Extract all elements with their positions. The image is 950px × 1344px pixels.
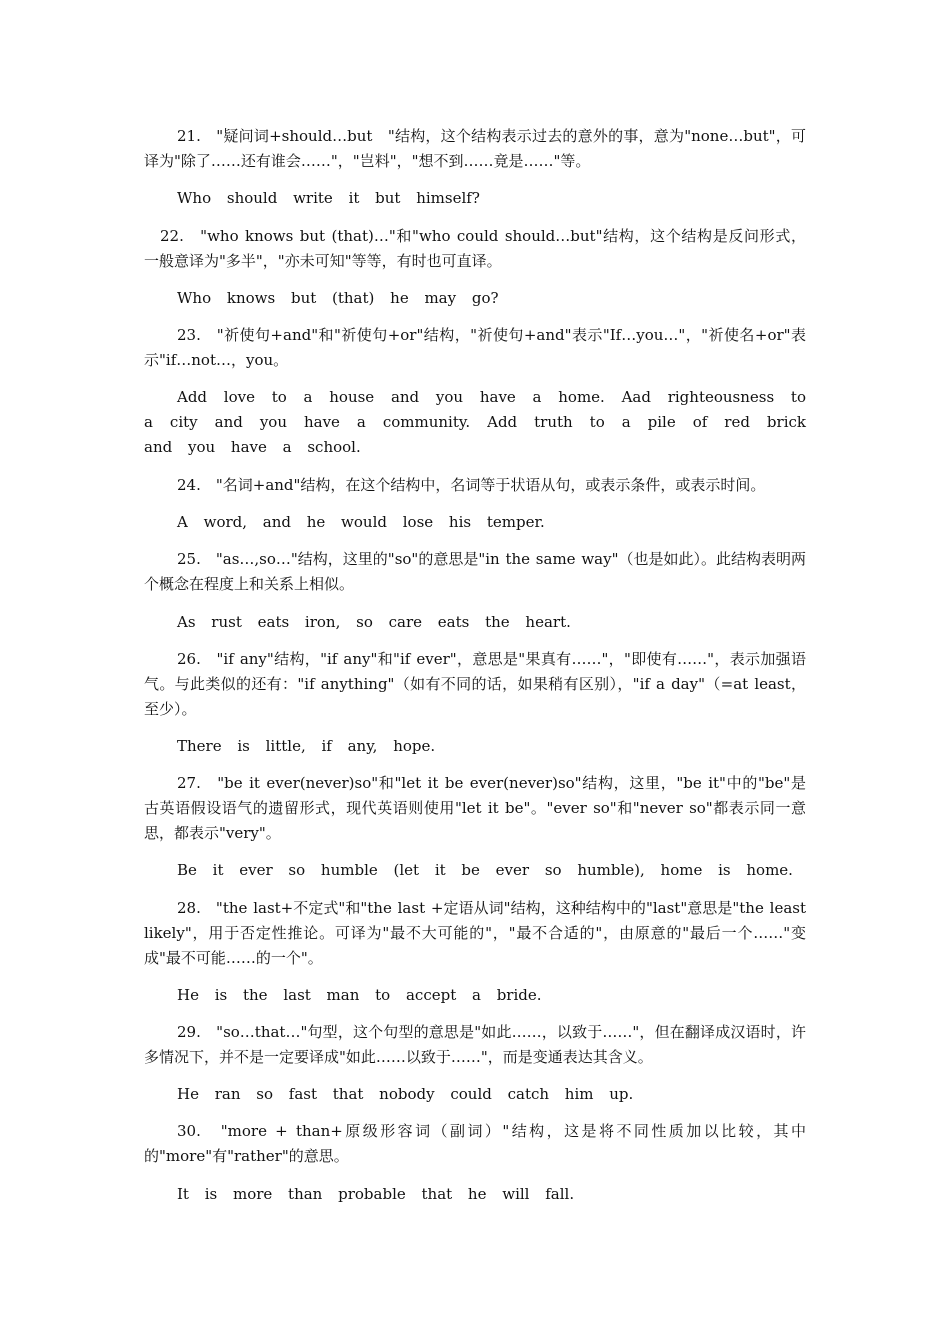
example-sentence-26: There is little, if any, hope. bbox=[177, 737, 436, 755]
rule-paragraph-30: 30. "more + than+原级形容词（副词）"结构，这是将不同性质加以比较，其中的"more"有"rather"的意思。 bbox=[144, 1122, 806, 1165]
example-sentence-22: Who knows but (that) he may go? bbox=[177, 289, 499, 307]
rule-paragraph-27: 27. "be it ever(never)so"和"let it be ever(never)so"结构，这里，"be it"中的"be"是古英语假设语气的遗留形式，现代英语则使用"let it be"。"ever so"和"never so"都表示同一意思，都表示"very"。 bbox=[144, 774, 806, 842]
example-sentence-29: He ran so fast that nobody could catch him up. bbox=[177, 1085, 634, 1103]
example-sentence-27: Be it ever so humble (let it be ever so humble), home is home. bbox=[177, 861, 793, 879]
example-sentence-24: A word, and he would lose his temper. bbox=[177, 513, 545, 531]
rule-paragraph-28: 28. "the last+不定式"和"the last +定语从词"结构，这种结构中的"last"意思是"the least likely"，用于否定性推论。可译为"最不大可能的"，"最不合适的"，由原意的"最后一个……"变成"最不可能……的一个"。 bbox=[144, 899, 806, 967]
rule-paragraph-26: 26. "if any"结构，"if any"和"if ever"，意思是"果真有……"，"即使有……"，表示加强语气。与此类似的还有："if anything"（如有不同的话，如果稍有区别），"if a day"（=at least，至少）。 bbox=[144, 650, 806, 718]
rule-paragraph-21: 21. "疑问词+should…but "结构，这个结构表示过去的意外的事，意为"none…but"，可译为"除了……还有谁会……"，"岂料"，"想不到……竟是……"等。 bbox=[144, 127, 806, 170]
rule-paragraph-25: 25. "as…,so…"结构，这里的"so"的意思是"in the same way"（也是如此）。此结构表明两个概念在程度上和关系上相似。 bbox=[144, 550, 806, 593]
example-sentence-21: Who should write it but himself? bbox=[177, 189, 480, 207]
example-sentence-25: As rust eats iron, so care eats the heart. bbox=[177, 613, 571, 631]
rule-paragraph-24: 24. "名词+and"结构，在这个结构中，名词等于状语从句，或表示条件，或表示时间。 bbox=[177, 476, 766, 494]
rule-paragraph-23: 23. "祈使句+and"和"祈使句+or"结构，"祈使句+and"表示"If…you…"，"祈使名+or"表示"if…not…，you。 bbox=[144, 326, 806, 369]
example-sentence-28: He is the last man to accept a bride. bbox=[177, 986, 542, 1004]
rule-paragraph-22: 22. "who knows but (that)…"和"who could should…but"结构，这个结构是反问形式，一般意译为"多半"，"亦未可知"等等，有时也可直译。 bbox=[144, 227, 806, 270]
example-sentence-23: Add love to a house and you have a home. Aad righteousness to a city and you have a community. Add truth to a pile of red brick and you have a school. bbox=[144, 388, 806, 456]
rule-paragraph-29: 29. "so…that…"句型，这个句型的意思是"如此……，以致于……"，但在翻译成汉语时，许多情况下，并不是一定要译成"如此……以致于……"，而是变通表达其含义。 bbox=[144, 1023, 806, 1066]
example-sentence-30: It is more than probable that he will fall. bbox=[177, 1185, 575, 1203]
